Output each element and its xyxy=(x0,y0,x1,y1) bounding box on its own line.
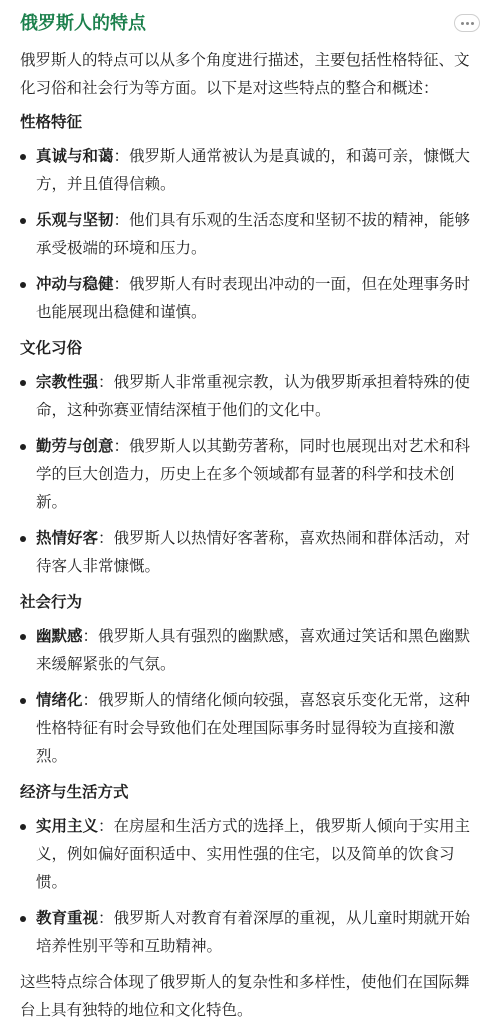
item-text: 俄罗斯人对教育有着深厚的重视，从儿童时期就开始培养性别平等和互助精神。 xyxy=(36,909,471,955)
more-options-button[interactable] xyxy=(454,14,480,32)
article-body xyxy=(20,46,484,1024)
header xyxy=(20,8,480,40)
item-text: 他们具有乐观的生活态度和坚韧不拔的精神，能够承受极端的环境和压力。 xyxy=(36,211,471,257)
section-heading: 社会行为 xyxy=(20,593,83,611)
closing-paragraph: 这些特点综合体现了俄罗斯人的复杂性和多样性，使他们在国际舞台上具有独特的地位和文化特色。 xyxy=(20,973,470,1019)
item-separator: ： xyxy=(113,275,130,293)
bullet-list xyxy=(20,622,484,770)
bullet-list xyxy=(20,142,484,326)
section xyxy=(20,108,484,326)
item-text: 俄罗斯人具有强烈的幽默感，喜欢通过笑话和黑色幽默来缓解紧张的气氛。 xyxy=(36,627,471,673)
more-horizontal-icon xyxy=(461,22,464,25)
more-horizontal-icon xyxy=(466,22,469,25)
item-separator: ： xyxy=(113,437,130,455)
bullet-icon xyxy=(20,444,26,450)
item-term: 真诚与和蔼 xyxy=(36,147,114,165)
item-separator: ： xyxy=(98,909,114,927)
list-item xyxy=(20,812,484,896)
item-separator: ： xyxy=(98,529,114,547)
list-item xyxy=(20,622,484,678)
item-term: 情绪化 xyxy=(36,691,83,709)
list-item xyxy=(20,142,484,198)
list-item xyxy=(20,270,484,326)
bullet-icon xyxy=(20,154,26,160)
item-text: 俄罗斯人有时表现出冲动的一面，但在处理事务时也能展现出稳健和谨慎。 xyxy=(36,275,471,321)
item-text: 俄罗斯人通常被认为是真诚的，和蔼可亲，慷慨大方，并且值得信赖。 xyxy=(36,147,471,193)
bullet-icon xyxy=(20,634,26,640)
bullet-icon xyxy=(20,380,26,386)
list-item xyxy=(20,686,484,770)
section-heading: 文化习俗 xyxy=(20,339,83,357)
section xyxy=(20,778,484,960)
bullet-icon xyxy=(20,916,26,922)
item-separator: ： xyxy=(98,817,114,835)
bullet-icon xyxy=(20,698,26,704)
item-term: 热情好客 xyxy=(36,529,99,547)
page-title: 俄罗斯人的特点 xyxy=(20,13,146,34)
item-text: 俄罗斯人以其勤劳著称，同时也展现出对艺术和科学的巨大创造力，历史上在多个领域都有显著的科学和技术创新。 xyxy=(36,437,471,511)
bullet-list xyxy=(20,812,484,960)
item-text: 俄罗斯人以热情好客著称，喜欢热闹和群体活动，对待客人非常慷慨。 xyxy=(36,529,471,575)
bullet-icon xyxy=(20,282,26,288)
item-term: 勤劳与创意 xyxy=(36,437,114,455)
item-term: 幽默感 xyxy=(36,627,83,645)
intro-paragraph: 俄罗斯人的特点可以从多个角度进行描述，主要包括性格特征、文化习俗和社会行为等方面。以下是对这些特点的整合和概述： xyxy=(20,51,470,97)
list-item xyxy=(20,904,484,960)
sections-container xyxy=(20,108,484,960)
bullet-icon xyxy=(20,824,26,830)
item-term: 实用主义 xyxy=(36,817,99,835)
more-horizontal-icon xyxy=(471,22,474,25)
section-heading: 性格特征 xyxy=(20,113,83,131)
item-separator: ： xyxy=(98,373,114,391)
bullet-icon xyxy=(20,536,26,542)
item-separator: ： xyxy=(113,147,130,165)
item-separator: ： xyxy=(113,211,130,229)
item-text: 在房屋和生活方式的选择上，俄罗斯人倾向于实用主义，例如偏好面积适中、实用性强的住宅，以及简单的饮食习惯。 xyxy=(36,817,471,891)
list-item xyxy=(20,524,484,580)
section xyxy=(20,588,484,770)
item-separator: ： xyxy=(82,627,99,645)
item-term: 乐观与坚韧 xyxy=(36,211,114,229)
item-separator: ： xyxy=(82,691,99,709)
bullet-list xyxy=(20,368,484,580)
list-item xyxy=(20,368,484,424)
section xyxy=(20,334,484,580)
list-item xyxy=(20,432,484,516)
bullet-icon xyxy=(20,218,26,224)
item-term: 宗教性强 xyxy=(36,373,99,391)
item-text: 俄罗斯人非常重视宗教，认为俄罗斯承担着特殊的使命，这种弥赛亚情结深植于他们的文化中。 xyxy=(36,373,471,419)
item-term: 教育重视 xyxy=(36,909,99,927)
list-item xyxy=(20,206,484,262)
section-heading: 经济与生活方式 xyxy=(20,783,129,801)
item-text: 俄罗斯人的情绪化倾向较强，喜怒哀乐变化无常，这种性格特征有时会导致他们在处理国际事务时显得较为直接和激烈。 xyxy=(36,691,471,765)
item-term: 冲动与稳健 xyxy=(36,275,114,293)
